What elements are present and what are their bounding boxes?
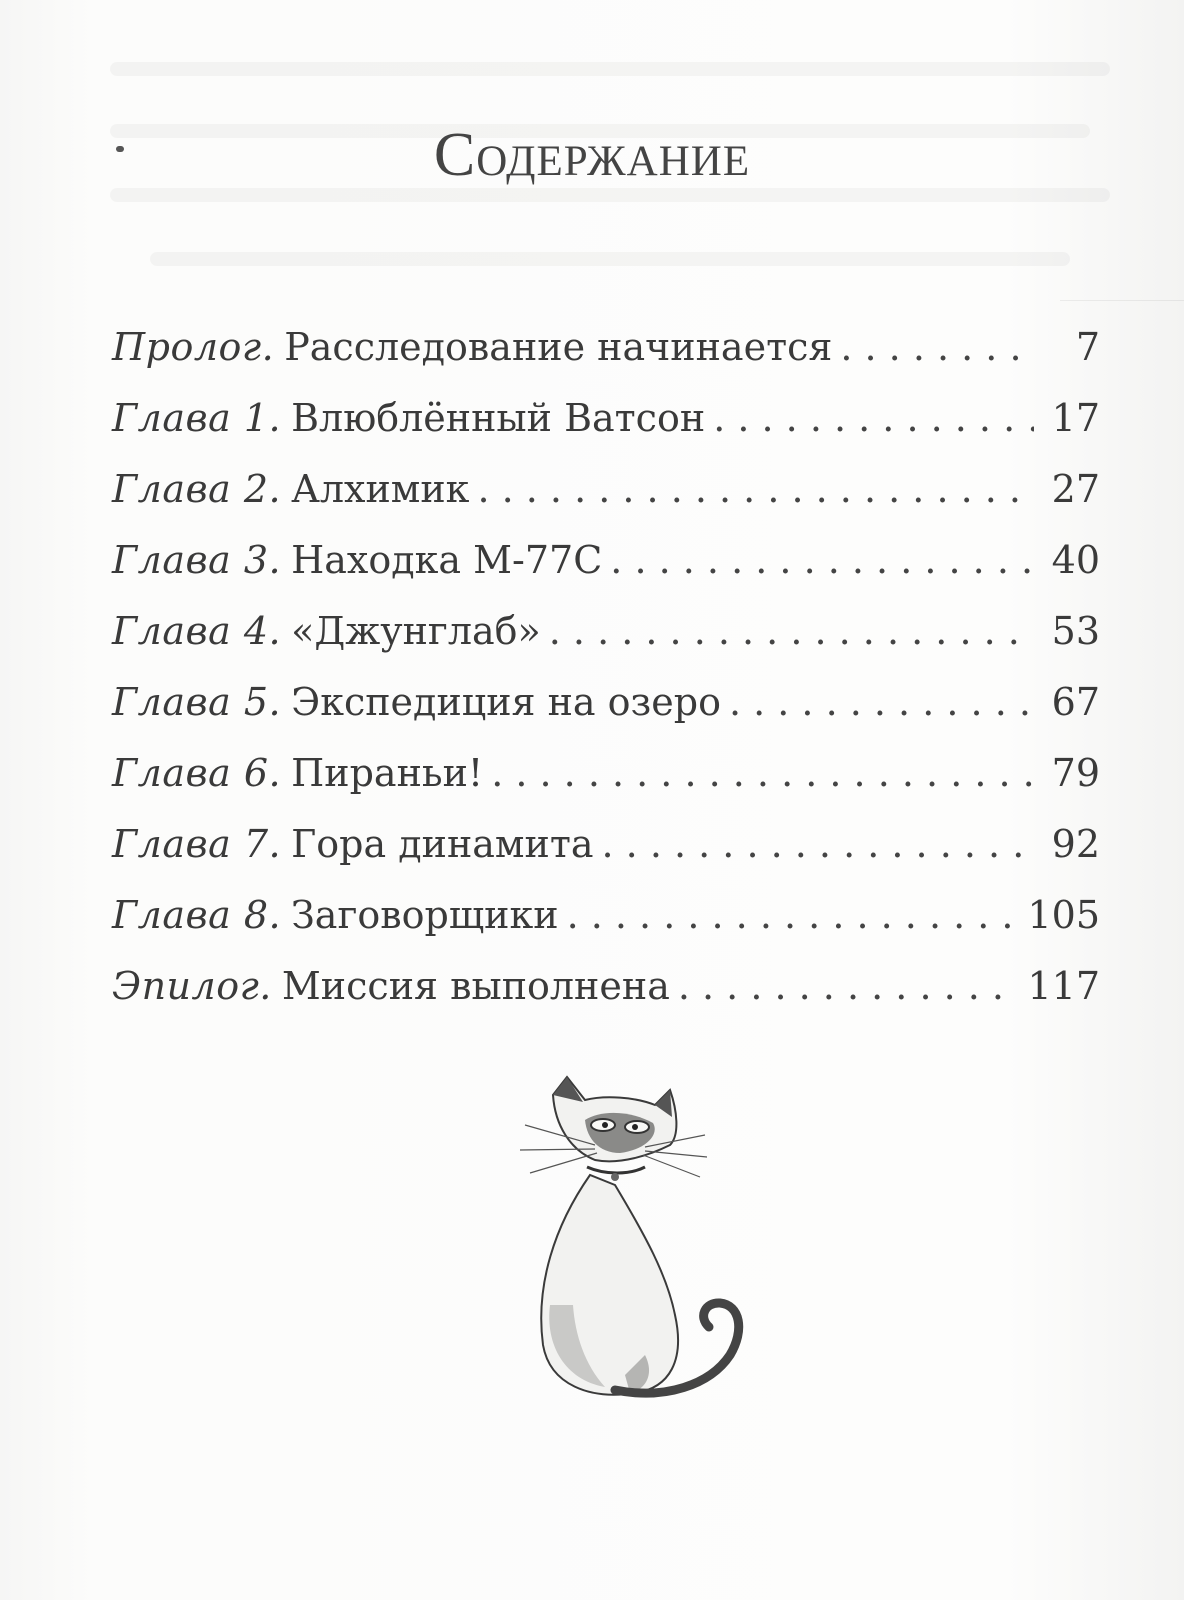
- page-title: Содержание: [433, 121, 751, 189]
- toc-label: Глава 6.: [112, 751, 282, 795]
- toc-row[interactable]: [112, 680, 1100, 751]
- toc-title: Алхимик: [291, 467, 470, 511]
- toc-row[interactable]: [112, 396, 1100, 467]
- toc-label: Глава 2.: [112, 467, 282, 511]
- toc-label: Глава 4.: [112, 609, 282, 653]
- toc-page-number: 67: [1051, 680, 1100, 724]
- toc-title: Гора динамита: [291, 822, 594, 866]
- toc-label: Глава 5.: [112, 680, 282, 724]
- toc-title: «Джунглаб»: [291, 609, 541, 653]
- show-through-line: [110, 62, 1110, 76]
- dot-leader: [610, 538, 1034, 582]
- toc-label: Пролог.: [112, 325, 275, 369]
- toc-row[interactable]: [112, 538, 1100, 609]
- table-of-contents: [112, 325, 1100, 1035]
- dot-leader: [840, 325, 1034, 369]
- toc-title: Влюблённый Ватсон: [291, 396, 706, 440]
- toc-title: Пираньи!: [291, 751, 484, 795]
- toc-title: Экспедиция на озеро: [291, 680, 721, 724]
- toc-row[interactable]: [112, 751, 1100, 822]
- toc-label: Глава 3.: [112, 538, 282, 582]
- toc-page-number: 27: [1051, 467, 1100, 511]
- show-through-line: [150, 252, 1070, 266]
- toc-label: Глава 7.: [112, 822, 282, 866]
- toc-page-number: 7: [1075, 325, 1100, 369]
- dot-leader: [567, 893, 1020, 937]
- toc-title: Заговорщики: [291, 893, 559, 937]
- toc-row[interactable]: [112, 467, 1100, 538]
- toc-page-number: 117: [1027, 964, 1100, 1008]
- dot-leader: [729, 680, 1034, 724]
- toc-page-number: 79: [1051, 751, 1100, 795]
- dot-leader: [678, 964, 1020, 1008]
- dot-leader: [602, 822, 1035, 866]
- toc-page-number: 53: [1051, 609, 1100, 653]
- toc-title: Находка М-77С: [291, 538, 603, 582]
- toc-row[interactable]: [112, 822, 1100, 893]
- toc-row[interactable]: [112, 609, 1100, 680]
- toc-page-number: 40: [1051, 538, 1100, 582]
- toc-row[interactable]: [112, 893, 1100, 964]
- dot-leader: [477, 467, 1034, 511]
- toc-page-number: 92: [1051, 822, 1100, 866]
- siamese-cat-icon: [495, 1055, 775, 1405]
- toc-row[interactable]: [112, 325, 1100, 396]
- toc-page-number: 105: [1027, 893, 1100, 937]
- toc-page-number: 17: [1051, 396, 1100, 440]
- dot-leader: [491, 751, 1034, 795]
- toc-row[interactable]: [112, 964, 1100, 1035]
- toc-label: Глава 8.: [112, 893, 282, 937]
- toc-title: Расследование начинается: [284, 325, 833, 369]
- toc-title: Миссия выполнена: [281, 964, 670, 1008]
- toc-label: Эпилог.: [112, 964, 272, 1008]
- toc-label: Глава 1.: [112, 396, 282, 440]
- dot-leader: [713, 396, 1034, 440]
- page-edge-line: [1060, 300, 1184, 301]
- dot-leader: [549, 609, 1034, 653]
